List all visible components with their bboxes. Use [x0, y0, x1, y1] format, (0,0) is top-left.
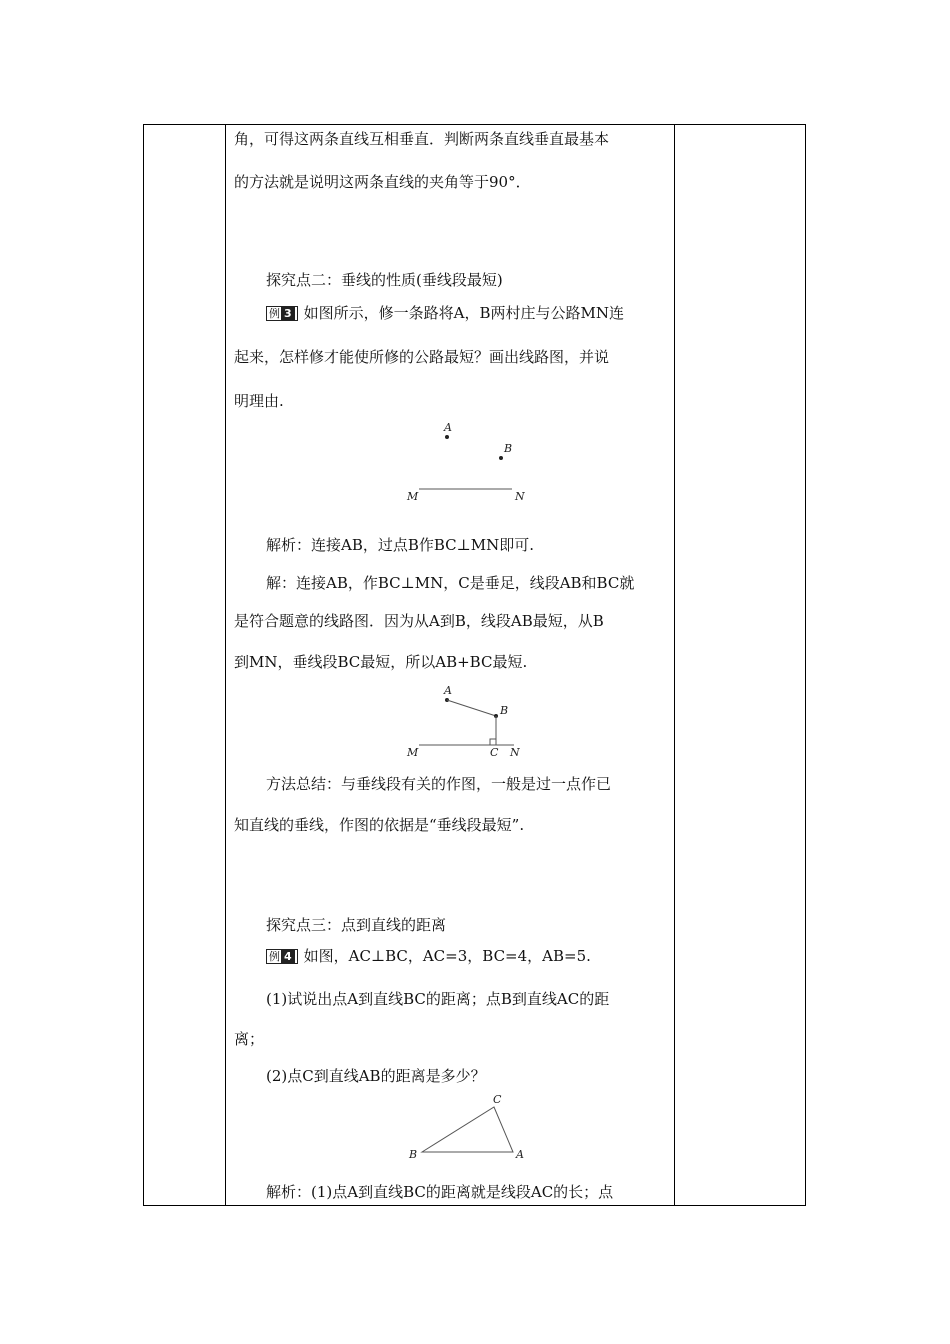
label-b: B: [504, 442, 513, 455]
text-line: 角，可得这两条直线互相垂直．判断两条直线垂直最基本: [234, 130, 610, 148]
label-b: B: [409, 1148, 418, 1161]
label-c: C: [493, 1093, 502, 1106]
example-4-line: 例 4 如图，AC⊥BC，AC=3，BC=4，AB=5.: [266, 946, 591, 966]
point-b: [499, 456, 503, 460]
method-summary: 方法总结：与垂线段有关的作图，一般是过一点作已: [266, 775, 612, 793]
figure-villages-road: [404, 417, 544, 507]
label-a: A: [444, 421, 452, 434]
point-a: [445, 435, 449, 439]
triangle-abc: [422, 1107, 513, 1152]
text-line: 离；: [234, 1030, 265, 1048]
lesson-table: [143, 124, 806, 1206]
label-n: N: [515, 490, 525, 503]
column-divider-1: [225, 125, 226, 1205]
label-b: B: [500, 704, 509, 717]
analysis-line: 解析：(1)点A到直线BC的距离就是线段AC的长；点: [266, 1183, 614, 1201]
solution-line: 解：连接AB，作BC⊥MN，C是垂足，线段AB和BC就: [266, 574, 635, 592]
text-line: 的方法就是说明这两条直线的夹角等于90°．: [234, 173, 531, 191]
text-line: 起来，怎样修才能使所修的公路最短？画出线路图，并说: [234, 348, 610, 366]
text-line: 明理由.: [234, 392, 284, 410]
text-line: 知直线的垂线，作图的依据是“垂线段最短”.: [234, 816, 525, 834]
text-line: 到MN，垂线段BC最短，所以AB+BC最短.: [234, 653, 528, 671]
figure-solution-path: [404, 681, 544, 765]
column-divider-2: [674, 125, 675, 1205]
section-heading: 探究点三：点到直线的距离: [266, 916, 447, 934]
label-a: A: [444, 684, 452, 697]
label-c: C: [490, 746, 499, 759]
example-badge: 例 3: [266, 306, 298, 321]
question-1: (1)试说出点A到直线BC的距离；点B到直线AC的距: [266, 990, 610, 1008]
label-a: A: [516, 1148, 524, 1161]
label-m: M: [407, 490, 419, 503]
question-2: (2)点C到直线AB的距离是多少？: [266, 1067, 486, 1085]
analysis-line: 解析：连接AB，过点B作BC⊥MN即可.: [266, 536, 535, 554]
section-heading: 探究点二：垂线的性质(垂线段最短): [266, 271, 503, 289]
segment-ab: [447, 700, 496, 716]
label-n: N: [510, 746, 520, 759]
figure-triangle: [404, 1091, 544, 1167]
example-badge: 例 4: [266, 949, 298, 964]
right-angle-mark: [490, 739, 496, 745]
example-3-line: 例 3 如图所示，修一条路将A，B两村庄与公路MN连: [266, 303, 624, 323]
text-line: 是符合题意的线路图．因为从A到B，线段AB最短，从B: [234, 612, 604, 630]
label-m: M: [407, 746, 419, 759]
